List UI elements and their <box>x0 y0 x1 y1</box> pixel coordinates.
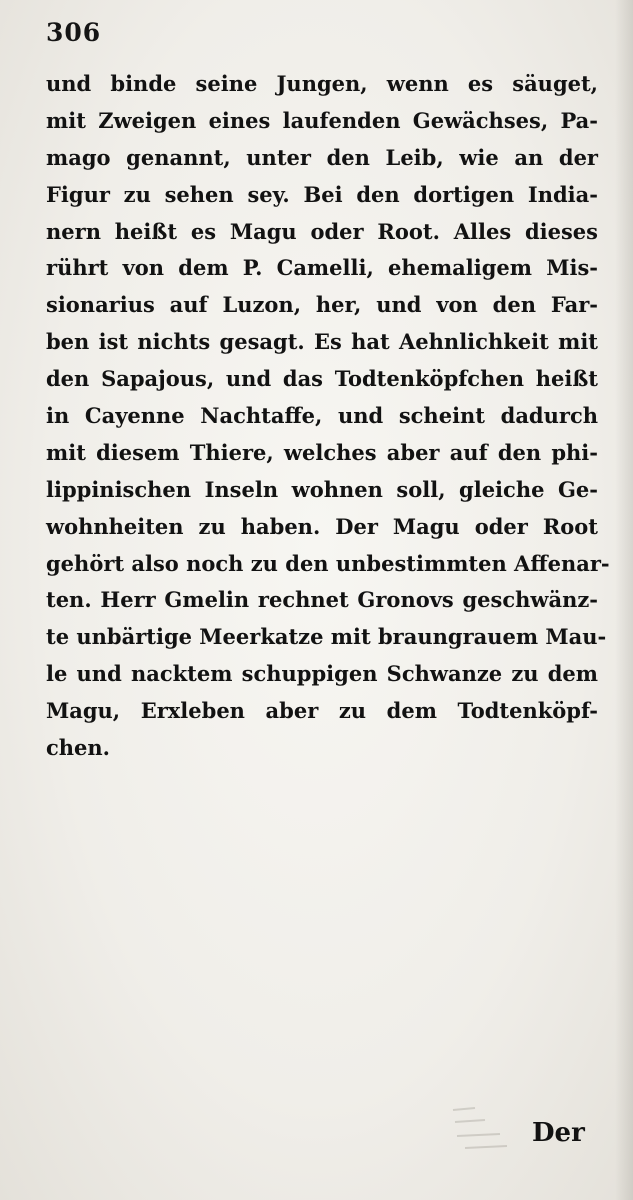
text-line: lippinischen Inseln wohnen soll, gleiche Ge- <box>46 476 598 502</box>
text-line: le und nacktem schuppigen Schwanze zu dem <box>46 661 598 687</box>
text-line: ten. Herr Gmelin rechnet Gronovs geschwänz- <box>46 587 598 613</box>
text-line: rührt von dem P. Camelli, ehemaligem Mis- <box>46 255 598 281</box>
text-line: sionarius auf Luzon, her, und von den Far- <box>46 292 598 318</box>
text-line: den Sapajous, und das Todtenköpfchen heißt <box>46 366 598 392</box>
page-edge-shadow <box>615 0 633 1200</box>
text-line: in Cayenne Nachtaffe, und scheint dadurch <box>46 403 598 429</box>
text-line: Magu, Erxleben aber zu dem Todtenköpf- <box>46 698 598 724</box>
page-number: 306 <box>46 18 102 47</box>
text-line: mit diesem Thiere, welches aber auf den phi- <box>46 439 598 465</box>
text-line: te unbärtige Meerkatze mit braungrauem Mau- <box>46 624 607 650</box>
text-line: und binde seine Jungen, wenn es säuget, <box>46 71 598 96</box>
catchword: Der <box>532 1118 585 1148</box>
text-line: mago genannt, unter den Leib, wie an der <box>46 144 598 170</box>
body-text <box>46 66 610 767</box>
text-line-last: chen. <box>46 735 110 761</box>
faded-stamp-mark <box>445 1098 525 1158</box>
text-line: ben ist nichts gesagt. Es hat Aehnlichkeit mit <box>46 329 598 355</box>
text-line: wohnheiten zu haben. Der Magu oder Root <box>46 513 598 539</box>
text-line: Figur zu sehen sey. Bei den dortigen India- <box>46 181 598 207</box>
text-line: nern heißt es Magu oder Root. Alles dieses <box>46 218 598 244</box>
text-line: gehört also noch zu den unbestimmten Affenar- <box>46 550 610 576</box>
text-line: mit Zweigen eines laufenden Gewächses, Pa- <box>46 107 598 133</box>
